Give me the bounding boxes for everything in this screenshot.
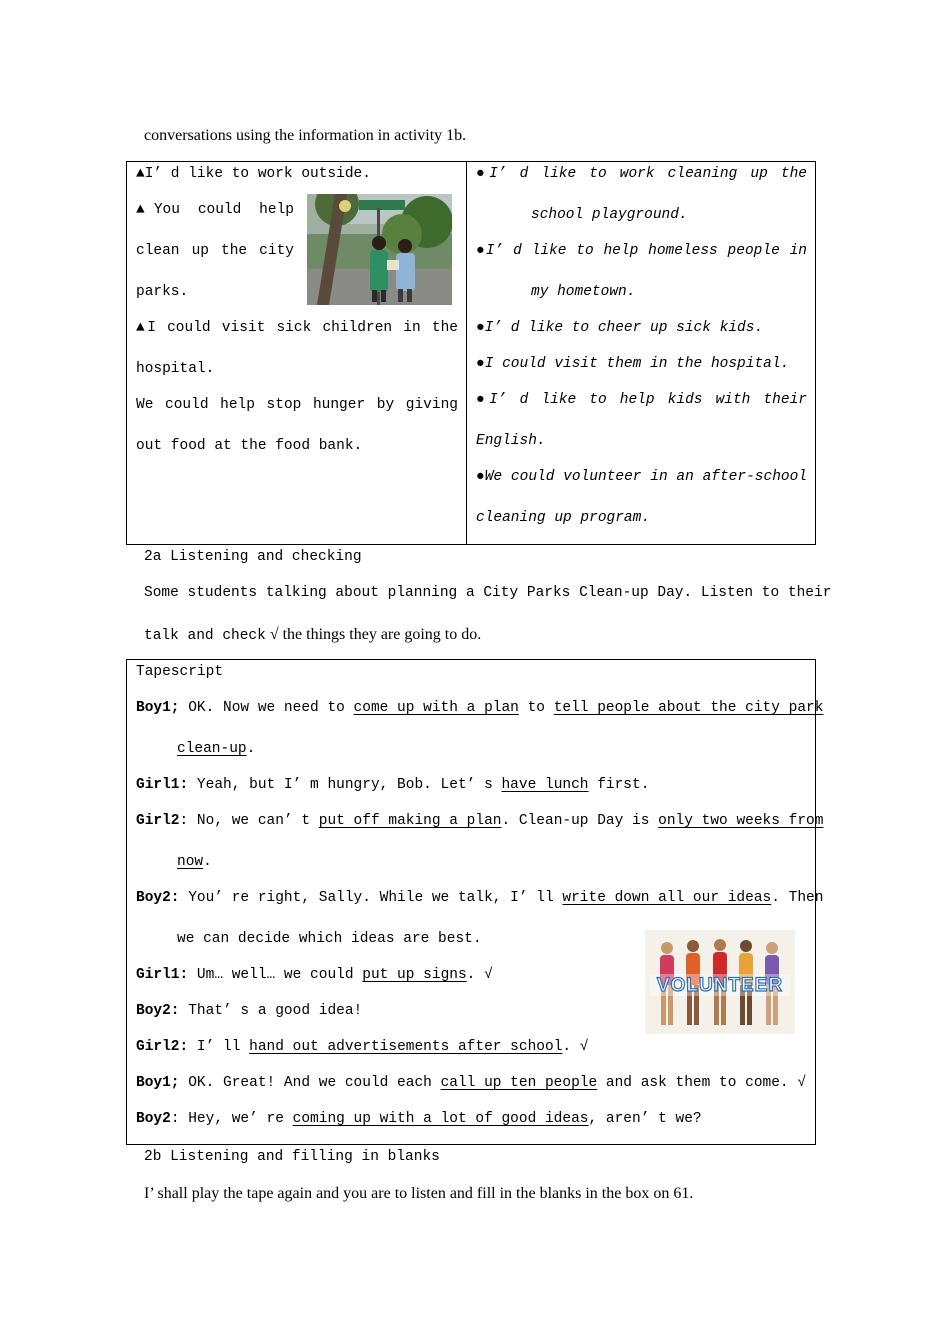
underlined-phrase: clean-up xyxy=(177,741,247,757)
right-line-2b: my hometown. xyxy=(531,284,636,300)
speaker-label: Boy2 xyxy=(136,1111,171,1127)
table-divider xyxy=(466,161,467,545)
dialogue-text: Um… well… we could xyxy=(188,967,363,983)
speaker-label: Girl2: xyxy=(136,1039,189,1055)
right-line-1b: school playground. xyxy=(531,207,688,223)
dialogue-text: That’ s a good idea! xyxy=(179,1003,363,1019)
dialogue-text: You’ re right, Sally. While we talk, I’ ll xyxy=(179,890,563,906)
speaker-label: Boy1; xyxy=(136,700,180,716)
right-line-3: ●I’ d like to cheer up sick kids. xyxy=(476,320,764,336)
park-photo xyxy=(307,194,452,305)
right-line-5a: ●I’ d like to help kids with their xyxy=(476,392,807,408)
dialogue-text: . Then xyxy=(771,890,824,906)
dialogue-text: , aren’ t we? xyxy=(588,1111,702,1127)
dialogue-line-3-cont xyxy=(177,854,212,870)
dialogue-line-1 xyxy=(136,700,824,716)
dialogue-line-4 xyxy=(136,890,824,906)
underlined-phrase: coming up with a lot of good ideas xyxy=(292,1111,589,1127)
section-2a-description-1: Some students talking about planning a City Parks Clean-up Day. Listen to their xyxy=(144,585,832,601)
dialogue-text: : No, we can’ t xyxy=(179,813,319,829)
left-line-3b: hospital. xyxy=(136,361,215,377)
dialogue-line-3 xyxy=(136,813,824,829)
section-2b-description: I’ shall play the tape again and you are to listen and fill in the blanks in the box on 61. xyxy=(144,1185,694,1202)
section-2a-description-2-start: talk and check xyxy=(144,628,266,644)
section-2a-heading: 2a Listening and checking xyxy=(144,549,362,565)
speaker-label: Girl1: xyxy=(136,967,189,983)
dialogue-text: OK. Great! And we could each xyxy=(179,1075,441,1091)
underlined-phrase: put up signs xyxy=(362,967,467,983)
dialogue-line-6 xyxy=(136,1003,362,1019)
speaker-label: Girl2 xyxy=(136,813,180,829)
underlined-phrase: only two weeks from xyxy=(658,813,824,829)
dialogue-text: . xyxy=(246,741,256,757)
tapescript-title: Tapescript xyxy=(136,664,224,680)
dialogue-line-8 xyxy=(136,1075,806,1091)
dialogue-text: . xyxy=(203,854,212,870)
right-line-6b: cleaning up program. xyxy=(476,510,651,526)
dialogue-text: first. xyxy=(588,777,650,793)
speaker-label: Girl1: xyxy=(136,777,189,793)
dialogue-line-9 xyxy=(136,1111,702,1127)
volunteer-image xyxy=(645,930,795,1034)
left-line-4b: out food at the food bank. xyxy=(136,438,363,454)
dialogue-text: to xyxy=(518,700,554,716)
underlined-phrase: put off making a plan xyxy=(318,813,502,829)
section-2a-description-2 xyxy=(144,626,481,644)
ideas-table xyxy=(126,161,816,545)
underlined-phrase: hand out advertisements after school xyxy=(249,1039,563,1055)
underlined-phrase: write down all our ideas xyxy=(562,890,772,906)
dialogue-line-7 xyxy=(136,1039,589,1055)
speaker-label: Boy1; xyxy=(136,1075,180,1091)
section-2b-heading: 2b Listening and filling in blanks xyxy=(144,1149,440,1165)
dialogue-text: : Hey, we’ re xyxy=(170,1111,293,1127)
dialogue-text: . √ xyxy=(466,967,493,983)
left-line-3a: ▲I could visit sick children in the xyxy=(136,320,458,336)
right-line-2a: ●I’ d like to help homeless people in xyxy=(476,243,807,259)
dialogue-text: . Clean-up Day is xyxy=(501,813,659,829)
speaker-label: Boy2: xyxy=(136,1003,180,1019)
left-line-2c: parks. xyxy=(136,284,189,300)
volunteer-logo-text: VOLUNTEER xyxy=(656,975,784,996)
left-line-2b: clean up the city xyxy=(136,243,294,259)
dialogue-text: I’ ll xyxy=(188,1039,250,1055)
underlined-phrase: now xyxy=(177,854,204,870)
right-line-6a: ●We could volunteer in an after-school xyxy=(476,469,807,485)
dialogue-line-1-cont xyxy=(177,741,255,757)
dialogue-text: . √ xyxy=(562,1039,589,1055)
underlined-phrase: come up with a plan xyxy=(353,700,519,716)
speaker-label: Boy2: xyxy=(136,890,180,906)
right-line-1a: ●I’ d like to work cleaning up the xyxy=(476,166,807,182)
underlined-phrase: tell people about the city park xyxy=(553,700,824,716)
dialogue-line-4-cont: we can decide which ideas are best. xyxy=(177,931,482,947)
intro-text: conversations using the information in activity 1b. xyxy=(144,127,467,144)
dialogue-line-5 xyxy=(136,967,493,983)
left-line-1: ▲I’ d like to work outside. xyxy=(136,166,371,182)
dialogue-text: Yeah, but I’ m hungry, Bob. Let’ s xyxy=(188,777,502,793)
underlined-phrase: call up ten people xyxy=(440,1075,598,1091)
dialogue-text: OK. Now we need to xyxy=(179,700,354,716)
dialogue-text: and ask them to come. √ xyxy=(597,1075,807,1091)
right-line-5b: English. xyxy=(476,433,546,449)
right-line-4: ●I could visit them in the hospital. xyxy=(476,356,790,372)
dialogue-line-2 xyxy=(136,777,649,793)
section-2a-description-2-end: √ the things they are going to do. xyxy=(269,626,482,643)
left-line-4a: We could help stop hunger by giving xyxy=(136,397,458,413)
left-line-2a: ▲You could help xyxy=(136,202,294,218)
underlined-phrase: have lunch xyxy=(501,777,589,793)
